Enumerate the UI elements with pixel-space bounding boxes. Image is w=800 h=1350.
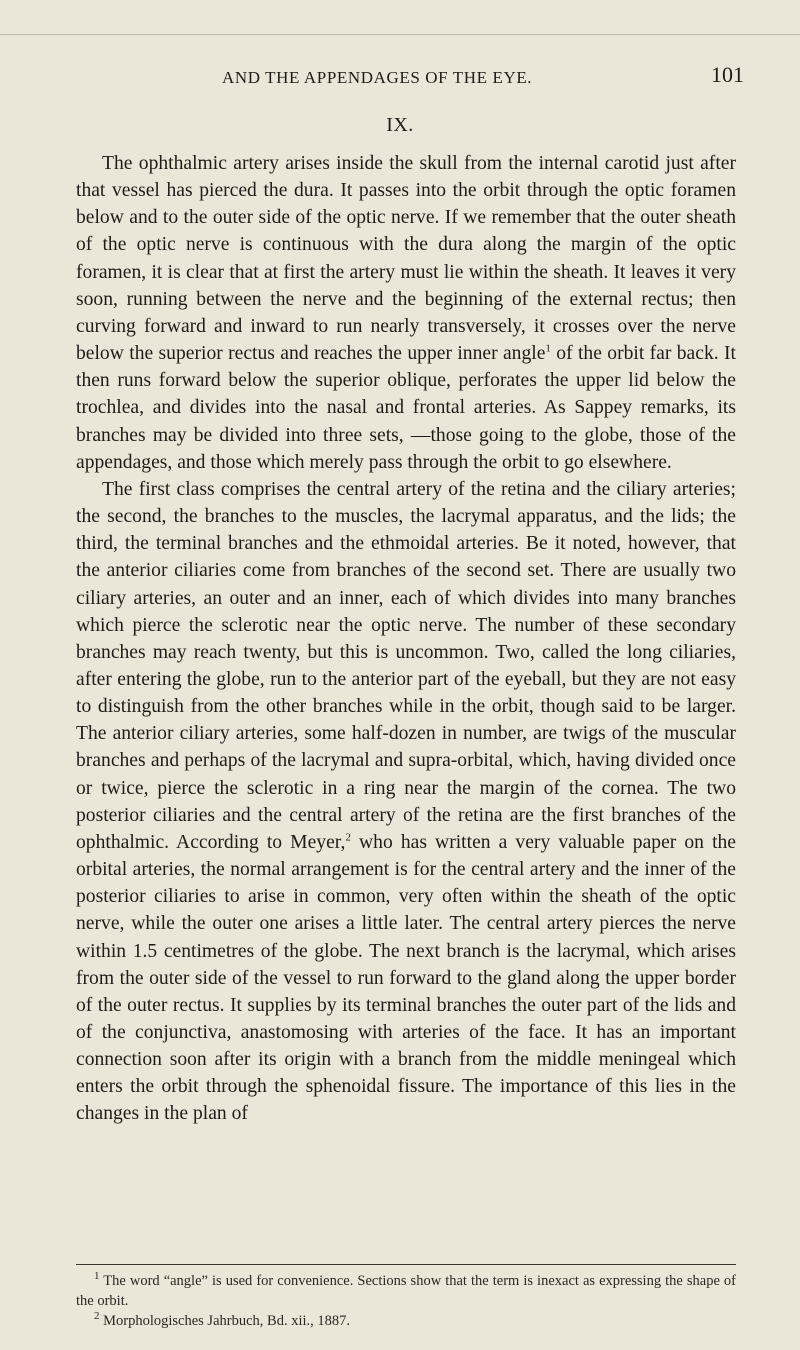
paragraph-text: of the orbit far back. It then runs forward below the superior oblique, perforates the upper lid below the trochlea, and divides into the nasal and frontal arteries. As Sappey remarks, its branches may be divided into three sets, —those going to the globe, those of the appendages, and those which merely pass through the orbit to go elsewhere.: [76, 343, 736, 473]
footnote-ref: 1: [545, 342, 551, 355]
paragraph: [76, 150, 736, 476]
page-edge-line: [0, 34, 800, 35]
footnote: [76, 1311, 736, 1331]
footnote-divider: [76, 1264, 736, 1265]
paragraph-text: The first class comprises the central artery of the retina and the ciliary arteries; the second, the branches to the muscles, the lacrymal apparatus, and the lids; the third, the terminal branches and the ethmoidal arteries. Be it noted, however, that the anterior ciliaries come from branches of the second set. There are usually two ciliary arteries, an outer and an inner, each of which divides into many branches which pierce the sclerotic near the optic nerve. The number of these secondary branches may reach twenty, but this is uncommon. Two, called the long ciliaries, after entering the globe, run to the anterior part of the eyeball, but they are not easy to distinguish from the other branches while in the orbit, though said to be larger. The anterior ciliary arteries, some half-dozen in number, are twigs of the muscular branches and perhaps of the lacrymal and supra-orbital, which, having divided once or twice, pierce the sclerotic in a ring near the margin of the cornea. The two posterior ciliaries and the central artery of the retina are the first branches of the ophthalmic. According to Meyer,: [76, 478, 736, 853]
paragraph-text: The ophthalmic artery arises inside the skull from the internal carotid just after that vessel has pierced the dura. It passes into the orbit through the optic foramen below and to the outer side of the optic nerve. If we remember that the outer sheath of the optic nerve is continuous with the dura along the margin of the optic foramen, it is clear that at first the artery must lie within the sheath. It leaves it very soon, running between the nerve and the beginning of the external rectus; then curving forward and inward to run nearly transversely, it crosses over the nerve below the superior rectus and reaches the upper inner angle: [76, 153, 736, 365]
page-number: 101: [711, 62, 744, 87]
footnote-text: Morphologisches Jahrbuch, Bd. xii., 1887.: [99, 1313, 351, 1329]
footnote-text: The word “angle” is used for convenience. Sections show that the term is inexact as expressing the shape of the orbit.: [76, 1273, 736, 1309]
paragraph: [76, 476, 736, 1128]
running-head: AND THE APPENDAGES OF THE EYE.: [222, 68, 533, 87]
footnote-ref: 2: [345, 831, 351, 844]
footnote-mark: 1: [94, 1270, 100, 1283]
paragraph-text: who has written a very valuable paper on the orbital arteries, the normal arrangement is for the central artery and the inner of the posterior ciliaries to arise in common, very often within the sheath of the optic nerve, while the outer one arises a little later. The central artery pierces the nerve within 1.5 centimetres of the globe. The next branch is the lacrymal, which arises from the outer side of the vessel to run forward to the gland along the upper border of the outer rectus. It supplies by its terminal branches the outer part of the lids and of the conjunctiva, anastomosing with arteries of the face. It has an important connection soon after its origin with a branch from the middle meningeal which enters the orbit through the sphenoidal fissure. The importance of this lies in the changes in the plan of: [76, 831, 737, 1125]
body-text: [76, 150, 736, 1128]
footnotes: [76, 1271, 736, 1331]
footnote-mark: 2: [94, 1310, 100, 1323]
footnote: [76, 1271, 736, 1311]
page-header: [72, 62, 744, 92]
section-title: IX.: [386, 114, 414, 136]
